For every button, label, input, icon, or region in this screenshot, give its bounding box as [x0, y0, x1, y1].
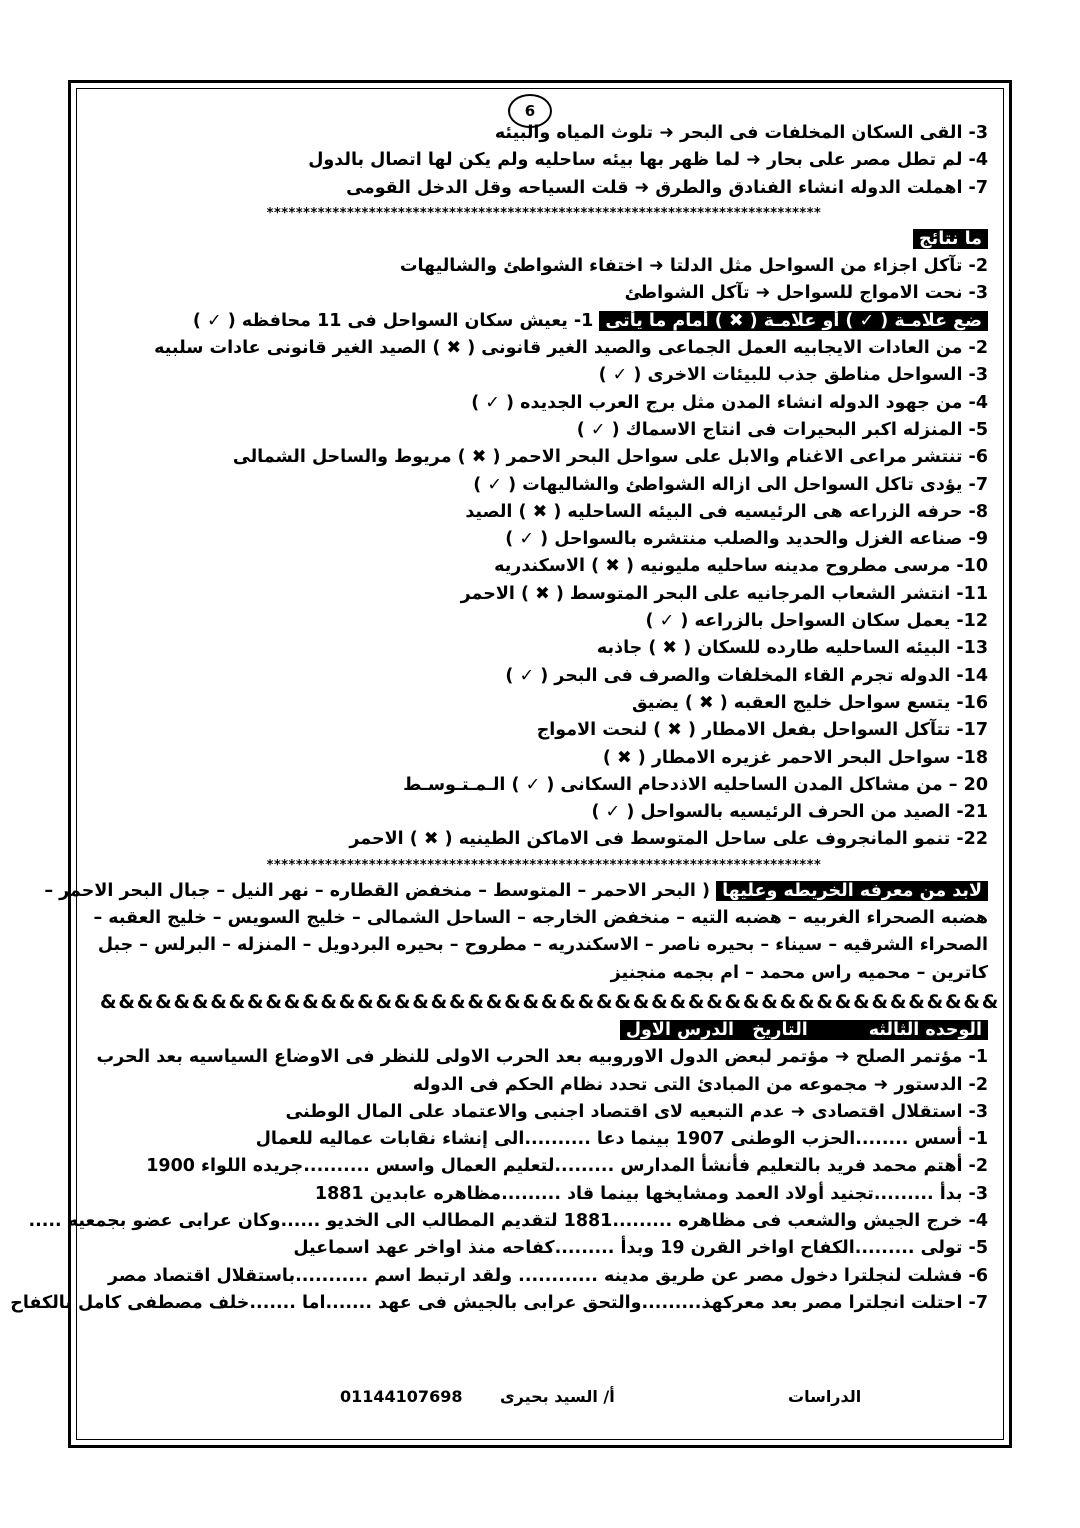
- map-line: هضبه الصحراء الغربيه – هضبه التيه – منخفض الخارجه – الساحل الشمالى – خليج السويس – خليج العقبه –: [93, 908, 988, 929]
- results-header: ما نتائج: [913, 229, 988, 249]
- history-header: الوحده الثالثه التاريخ الدرس الاول: [620, 1020, 988, 1040]
- fill-blank-line: 4- خرج الجيش والشعب فى مظاهره .........1881 لتقديم المطالب الى الخديو ......وكان عرابى عضو بجمعيه .....: [28, 1210, 988, 1231]
- star-divider: ****************************************************************************: [266, 857, 822, 873]
- ampersand-divider: &&&&&&&&&&&&&&&&&&&&&&&&&&&&&&&&&&&&&&&&&&&&&&&&&: [100, 990, 1001, 1013]
- fill-blank-line: 7- احتلت انجلترا مصر بعد معركهذ.........والتحق عرابى بالجيش فى عهد .......اما .......خلف مصطفى كامل بالكفاح: [10, 1292, 988, 1313]
- mark-item: 11- انتشر الشعاب المرجانيه على البحر المتوسط ( ✖ ) الاحمر: [460, 583, 988, 604]
- map-line: كاترين – محميه راس محمد – ام بجمه منجنيز: [610, 962, 988, 983]
- mark-item: 7- يؤدى تاكل السواحل الى ازاله الشواطئ والشاليهات ( ✓ ): [473, 474, 988, 495]
- cause-line: 7- اهملت الدوله انشاء الفنادق والطرق ➜ قلت السياحه وقل الدخل القومى: [346, 177, 988, 198]
- mark-item: 17- تتآكل السواحل بفعل الامطار ( ✖ ) لنحت الامواج: [536, 720, 988, 741]
- footer-subject: الدراسات: [788, 1387, 862, 1406]
- fill-blank-line: 5- تولى .........الكفاح اواخر القرن 19 وبدأ .........كفاحه منذ اواخر عهد اسماعيل: [293, 1238, 988, 1259]
- mark-item: 22- تنمو المانجروف على ساحل المتوسط فى الاماكن الطينيه ( ✖ ) الاحمر: [349, 829, 988, 850]
- definition-line: 3- استقلال اقتصادى ➜ عدم التبعيه لاى اقتصاد اجنبى والاعتماد على المال الوطنى: [285, 1101, 988, 1122]
- document-body: [10, 120, 1001, 1317]
- mark-item: 21- الصيد من الحرف الرئيسيه بالسواحل ( ✓ ): [591, 802, 988, 823]
- mark-item: 2- من العادات الايجابيه العمل الجماعى والصيد الغير قانونى ( ✖ ) الصيد الغير قانونى عادات سلبيه: [154, 338, 988, 359]
- star-divider: ****************************************************************************: [266, 205, 822, 221]
- results-section: [100, 226, 988, 308]
- mark-item: 20 – من مشاكل المدن الساحليه الاذدحام السكانى ( ✓ ) الـمـتـوسـط: [403, 774, 988, 795]
- mark-item: 5- المنزله اكبر البحيرات فى انتاج الاسماك ( ✓ ): [576, 419, 988, 440]
- mark-item: 4- من جهود الدوله انشاء المدن مثل برج العرب الجديده ( ✓ ): [471, 392, 988, 413]
- map-first-line: ( البحر الاحمر – المتوسط – منخفض القطاره – نهر النيل – جبال البحر الاحمر –: [44, 880, 711, 901]
- mark-item: 18- سواحل البحر الاحمر غزيره الامطار ( ✖ ): [602, 747, 988, 768]
- mark-item: 12- يعمل سكان السواحل بالزراعه ( ✓ ): [645, 611, 988, 632]
- cause-line: 4- لم تطل مصر على بحار ➜ لما ظهر بها بيئه ساحليه ولم يكن لها اتصال بالدول: [308, 150, 988, 171]
- result-line: 2- تآكل اجزاء من السواحل مثل الدلتا ➜ اختفاء الشواطئ والشاليهات: [399, 256, 988, 277]
- fill-blank-line: 1- أسس ........الحزب الوطنى 1907 بينما دعا ..........الى إنشاء نقابات عماليه للعمال: [255, 1129, 988, 1150]
- definition-line: 1- مؤتمر الصلح ➜ مؤتمر لبعض الدول الاوروبيه بعد الحرب الاولى للنظر فى الاوضاع السياسيه بعد الحرب: [96, 1047, 988, 1068]
- mark-item: 13- البيئه الساحليه طارده للسكان ( ✖ ) جاذبه: [596, 638, 988, 659]
- marks-section: [100, 308, 988, 854]
- result-line: 3- نحت الامواج للسواحل ➜ تآكل الشواطئ: [624, 283, 988, 304]
- marks-first-item: 1- يعيش سكان السواحل فى 11 محافظه ( ✓ ): [192, 310, 594, 331]
- fill-blank-line: 6- فشلت لنجلترا دخول مصر عن طريق مدينه ............ ولقد ارتبط اسم ...........باستقلال اقتصاد مصر: [107, 1265, 988, 1286]
- mark-item: 10- مرسى مطروح مدينه ساحليه مليونيه ( ✖ ) الاسكندريه: [494, 556, 988, 577]
- mark-item: 8- حرفه الزراعه هى الرئيسيه فى البيئه الساحليه ( ✖ ) الصيد: [465, 501, 988, 522]
- definition-line: 2- الدستور ➜ مجموعه من المبادئ التى تحدد نظام الحكم فى الدوله: [412, 1074, 988, 1095]
- marks-header: ضع علامـة ( ✓ ) أو علامـة ( ✖ ) أمام ما يأتى: [599, 311, 988, 331]
- map-line: الصحراء الشرقيه – سيناء – بحيره ناصر – الاسكندريه – مطروح – بحيره البردويل – المنزله – البرلس – جبل: [97, 935, 988, 956]
- top-causes: [100, 120, 988, 202]
- fill-blank-line: 2- أهتم محمد فريد بالتعليم فأنشأ المدارس .........لتعليم العمال واسس ..........جريده اللواء 1900: [146, 1156, 988, 1177]
- mark-item: 6- تنتشر مراعى الاغنام والابل على سواحل البحر الاحمر ( ✖ ) مريوط والساحل الشمالى: [232, 447, 988, 468]
- mark-item: 9- صناعه الغزل والحديد والصلب منتشره بالسواحل ( ✓ ): [505, 529, 988, 550]
- cause-line: 3- القى السكان المخلفات فى البحر ➜ تلوث المياه والبيئه: [494, 123, 988, 143]
- mark-item: 14- الدوله تجرم القاء المخلفات والصرف فى البحر ( ✓ ): [505, 665, 988, 686]
- mark-item: 16- يتسع سواحل خليج العقبه ( ✖ ) يضيق: [632, 692, 988, 713]
- footer-teacher: أ/ السيد بحيرى: [500, 1387, 615, 1406]
- map-header: لابد من معرفه الخريطه وعليها: [716, 881, 988, 901]
- page-number: 6: [508, 94, 552, 128]
- map-section: [44, 878, 988, 987]
- footer-phone: 01144107698: [340, 1387, 463, 1406]
- mark-item: 3- السواحل مناطق جذب للبيئات الاخرى ( ✓ ): [598, 365, 988, 386]
- history-section: [10, 1017, 988, 1317]
- fill-blank-line: 3- بدأ .........تجنيد أولاد العمد ومشايخها بينما قاد .........مظاهره عابدين 1881: [314, 1183, 988, 1204]
